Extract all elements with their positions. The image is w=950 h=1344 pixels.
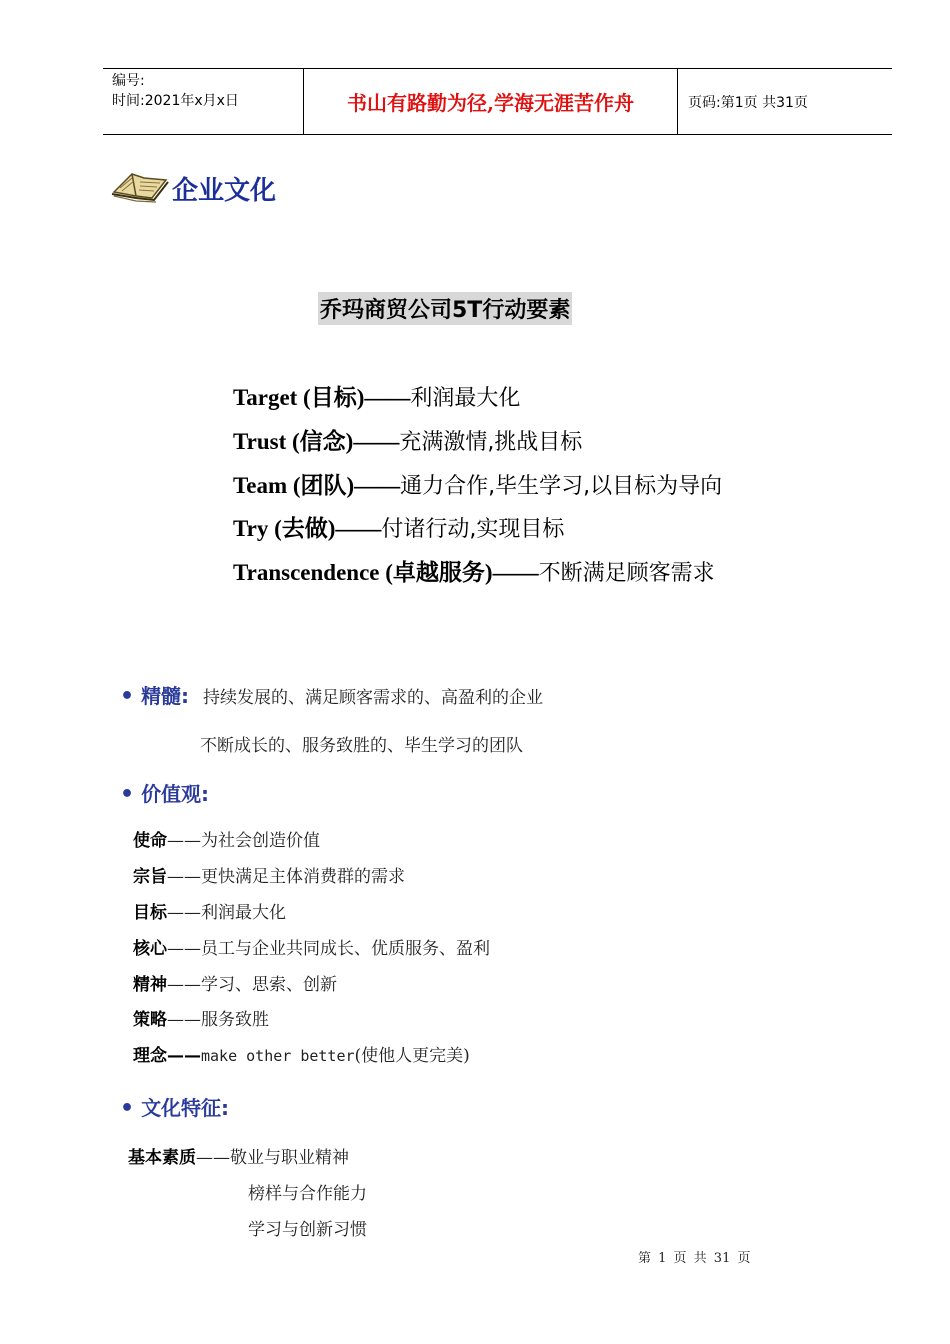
list-item [233, 470, 722, 514]
section-heading-text: 企业文化 [172, 175, 277, 206]
value-term: 宗旨 [133, 866, 167, 887]
culture-label: 文化特征: [141, 1096, 230, 1120]
list-item [233, 426, 722, 470]
essence-heading [120, 680, 189, 709]
list-item [233, 557, 722, 601]
element-dash: —— [353, 428, 400, 454]
value-text: ——更快满足主体消费群的需求 [167, 866, 405, 887]
list-item [133, 934, 490, 970]
element-desc: 不断满足顾客需求 [538, 561, 715, 587]
element-dash: —— [364, 385, 411, 410]
bullet-icon: • [120, 1096, 135, 1121]
element-dash: —— [492, 560, 539, 586]
bullet-icon: • [120, 782, 135, 807]
element-dash: —— [335, 516, 382, 542]
header-meta-cell [103, 69, 304, 134]
culture-line-1 [128, 1143, 349, 1168]
element-term: Transcendence (卓越服务) [233, 560, 493, 586]
list-item [233, 513, 722, 557]
value-text: ——利润最大化 [167, 902, 286, 923]
values-list [133, 826, 490, 1077]
value-text-mono: make other better [201, 1047, 355, 1066]
value-text: (使他人更完美) [354, 1046, 470, 1067]
list-item [133, 970, 490, 1006]
culture-line-2: 榜样与合作能力 [248, 1184, 367, 1204]
value-term: 核心 [133, 938, 167, 959]
element-term: Trust (信念) [233, 428, 354, 454]
value-text: ——学习、思索、创新 [167, 974, 337, 995]
element-desc: 利润最大化 [410, 386, 521, 411]
element-term: Team (团队) [233, 472, 355, 498]
element-term: Try (去做) [233, 516, 336, 542]
value-text: ——员工与企业共同成长、优质服务、盈利 [167, 938, 490, 959]
culture-text-1: ——敬业与职业精神 [196, 1148, 349, 1168]
list-item [133, 1041, 490, 1077]
essence-line-1: 持续发展的、满足顾客需求的、高盈利的企业 [203, 688, 543, 708]
open-book-icon [110, 168, 170, 208]
header-page-cell [678, 69, 892, 134]
motto: 书山有路勤为径,学海无涯苦作舟 [347, 91, 634, 115]
five-t-list [233, 382, 722, 601]
list-item [133, 826, 490, 862]
page-footer: 第 1 页 共 31 页 [638, 1251, 751, 1266]
value-text: ——服务致胜 [167, 1010, 269, 1031]
value-text: ——为社会创造价值 [167, 831, 320, 851]
values-heading [120, 778, 209, 807]
value-term: 使命 [133, 831, 167, 851]
element-term: Target (目标) [233, 385, 365, 410]
element-dash: —— [354, 472, 401, 498]
element-desc: 充满激情,挑战目标 [399, 429, 583, 455]
section-heading [110, 168, 276, 208]
element-desc: 付诸行动,实现目标 [381, 517, 565, 543]
value-term: 目标 [133, 902, 167, 923]
value-term: 理念 [133, 1046, 167, 1067]
essence-line-2: 不断成长的、服务致胜的、毕生学习的团队 [200, 736, 523, 756]
list-item [233, 382, 722, 426]
values-label: 价值观: [141, 782, 210, 806]
culture-term: 基本素质 [128, 1148, 196, 1168]
number-label: 编号: [112, 73, 145, 89]
list-item [133, 862, 490, 898]
value-term: 策略 [133, 1010, 167, 1031]
main-title: 乔玛商贸公司5T行动要素 [318, 292, 572, 325]
time-label: 时间:2021年x月x日 [112, 93, 239, 109]
culture-line-3: 学习与创新习惯 [248, 1220, 367, 1240]
page-label: 页码:第1页 共31页 [688, 94, 808, 111]
element-desc: 通力合作,毕生学习,以目标为导向 [400, 473, 723, 499]
header-motto-cell [304, 69, 678, 134]
essence-label: 精髓: [141, 684, 190, 708]
list-item [133, 898, 490, 934]
culture-heading [120, 1092, 229, 1121]
page-header [103, 68, 892, 135]
value-term: 精神 [133, 974, 167, 995]
value-dash: —— [167, 1046, 201, 1067]
bullet-icon: • [120, 684, 135, 709]
list-item [133, 1005, 490, 1041]
